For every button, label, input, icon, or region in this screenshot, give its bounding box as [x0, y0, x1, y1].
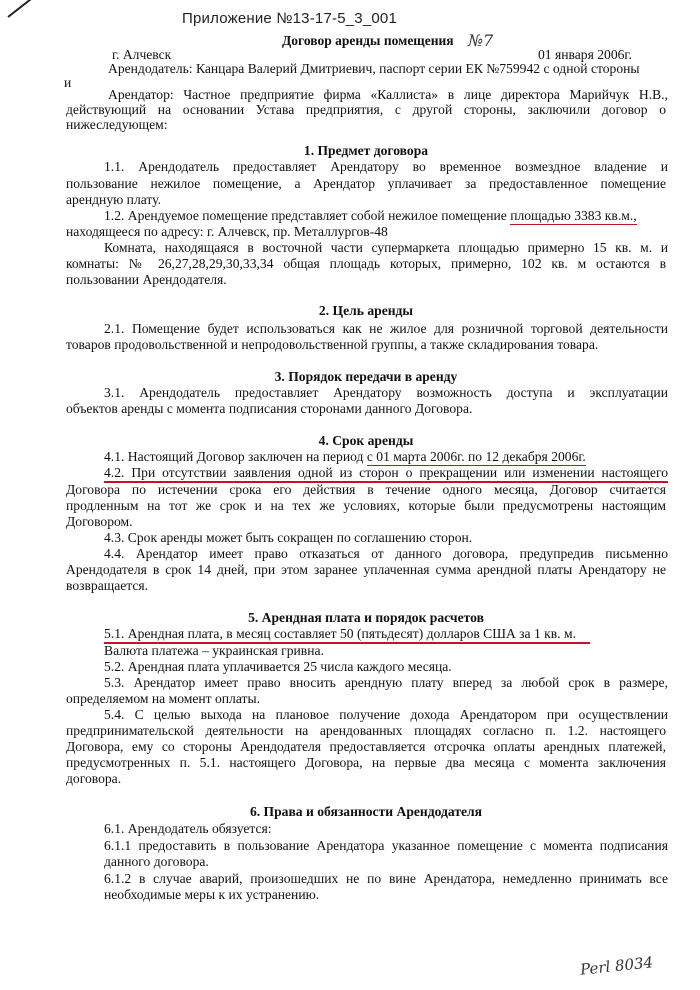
paragraph-line: 3.1. Арендодатель предоставляет Арендатору возможность доступа и эксплуатации [104, 385, 668, 400]
paragraph-line [104, 208, 668, 225]
paragraph-line: арендную плату. [66, 192, 162, 207]
paragraph-line: Договора, ему со стороны Арендодателя предоставляется отсрочка оплаты арендных платежей, [66, 739, 666, 754]
preamble-line: и [64, 75, 72, 90]
section-title: 6. Права и обязанности Арендодателя [249, 804, 483, 819]
text-run: 1.2. Арендуемое помещение представляет собой нежилое помещение [104, 208, 511, 223]
paragraph-line: договора. [66, 771, 122, 786]
underlined-period: с 01 марта 2006г. по 12 декабря 2006г. [366, 449, 586, 464]
paragraph-line: 6.1.2 в случае аварий, произошедших не по вине Арендатора, немедленно принимать все [104, 871, 668, 886]
paragraph-line: 4.2. При отсутствии заявления одной из сторон о прекращении или изменении настоящего [104, 465, 668, 480]
paragraph-line: 1.1. Арендодатель предоставляет Арендатору во временное возмездное владение и [104, 159, 668, 174]
section-title: 3. Порядок передачи в аренду [274, 369, 458, 384]
paragraph-line: 5.1. Арендная плата, в месяц составляет 50 (пятьдесят) долларов США за 1 кв. м. [104, 626, 576, 641]
preamble-line: действующий на основании Устава предприятия, с другой стороны, заключили договор о [66, 102, 666, 117]
paragraph-line: находящееся по адресу: г. Алчевск, пр. Металлургов-48 [66, 224, 388, 239]
paragraph-line: 4.3. Срок аренды может быть сокращен по соглашению сторон. [104, 530, 473, 545]
paragraph-line: возвращается. [66, 578, 149, 593]
preamble-line: Арендодатель: Канцара Валерий Дмитриевич, паспорт серии ЕК №759942 с одной стороны [108, 61, 640, 76]
paragraph-line: предусмотренных п. 5.1. настоящего Договора, на первые два месяца с момента заключения [66, 755, 666, 770]
paragraph-line: Договором. [66, 514, 133, 529]
paragraph-line: Комната, находящаяся в восточной части супермаркета площадью примерно 15 кв. м. и [104, 240, 668, 255]
paragraph-line: предпринимательской деятельности на арендованных площадях согласно п. 1.2. настоящего [66, 723, 666, 738]
text-run: 4.1. Настоящий Договор заключен на период [104, 449, 367, 464]
handwritten-reference: Perl 8034 [579, 953, 654, 979]
appendix-label: Приложение №13-17-5_3_001 [182, 10, 397, 27]
paragraph-line: товаров продовольственной и непродовольственной группы, а также складирования товара. [66, 337, 599, 352]
paragraph-line: 6.1.1 предоставить в пользование Арендатора указанное помещение с момента подписания [104, 838, 668, 853]
paragraph-line: 4.4. Арендатор имеет право отказаться от данного договора, предупредив письменно [104, 546, 668, 561]
paragraph-line: пользовании Арендодателя. [66, 272, 227, 287]
paragraph-line: продленным на тот же срок и на тех же условиях, которые были предусмотрены настоящим [66, 498, 666, 513]
paragraph-line: 5.2. Арендная плата уплачивается 25 числа каждого месяца. [104, 659, 452, 674]
pen-stroke-mark [7, 0, 35, 18]
document-date: 01 января 2006г. [538, 47, 632, 62]
paragraph-line: комнаты: № 26,27,28,29,30,33,34 общая площадь которых, примерно, 102 кв. м остаются в [66, 256, 666, 271]
underlined-area: площадью 3383 кв.м., [510, 208, 637, 223]
document-title: Договор аренды помещения [282, 33, 454, 48]
paragraph-line: 5.3. Арендатор имеет право вносить арендную плату вперед за любой срок в размере, [104, 675, 668, 690]
paragraph-line: объектов аренды с момента подписания сторонами данного Договора. [66, 401, 473, 416]
paragraph-line: необходимые меры к их устранению. [104, 887, 320, 902]
handwritten-number: №7 [468, 31, 494, 50]
section-title: 5. Арендная плата и порядок расчетов [248, 610, 484, 625]
paragraph-line: 2.1. Помещение будет использоваться как не жилое для розничной торговой деятельности [104, 321, 668, 336]
paragraph-line: Арендодателя в срок 14 дней, при этом заранее уплаченная сумма арендной платы Арендатору не [66, 562, 666, 577]
section-title: 2. Цель аренды [318, 303, 414, 318]
paragraph-line [104, 449, 668, 466]
paragraph-line: Валюта платежа – украинская гривна. [104, 643, 324, 658]
preamble-line: нижеследующем: [66, 117, 168, 132]
paragraph-line: пользование нежилое помещение, а Арендатор уплачивает за предоставленное помещение [66, 176, 666, 191]
section-title: 1. Предмет договора [303, 143, 429, 158]
paragraph-line: данного договора. [104, 854, 209, 869]
preamble-line: Арендатор: Частное предприятие фирма «Каллиста» в лице директора Марийчук Н.В., [108, 87, 668, 102]
paragraph-line: 6.1. Арендодатель обязуется: [104, 821, 272, 836]
section-title: 4. Срок аренды [318, 433, 414, 448]
paragraph-line: 5.4. С целью выхода на плановое получение дохода Арендатором при осуществлении [104, 707, 668, 722]
document-city: г. Алчевск [112, 47, 172, 62]
paragraph-line: Договора по истечении срока его действия в течение одного месяца, Договор считается [66, 482, 666, 497]
paragraph-line: определяемом на момент оплаты. [66, 691, 260, 706]
